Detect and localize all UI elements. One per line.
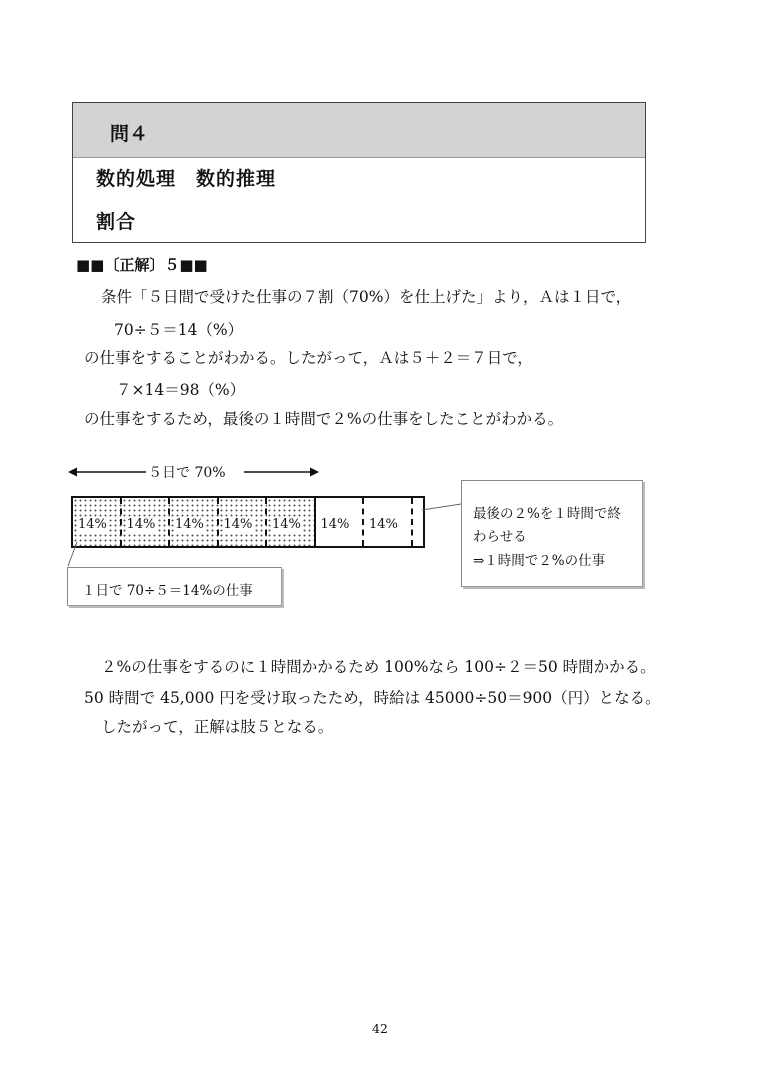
answer-heading: ■■〔正解〕５■■	[76, 256, 208, 274]
explanation-line-1: 条件「５日間で受けた仕事の７割（70%）を仕上げた」より，Ａは１日で，	[101, 288, 632, 306]
question-header-box	[72, 102, 646, 243]
segment-label: 14%	[175, 517, 204, 532]
question-subcategory: 割合	[96, 211, 137, 233]
explanation-formula-2: ７×14＝98（%）	[116, 381, 246, 399]
question-category: 数的処理 数的推理	[96, 168, 277, 190]
segment-label: 14%	[369, 517, 398, 532]
question-header-band	[73, 103, 645, 158]
final-hour-callout	[461, 480, 643, 587]
segment-label: 14%	[126, 517, 156, 532]
explanation-line-2: の仕事をすることがわかる。したがって，Ａは５＋２＝７日で，	[84, 349, 533, 367]
page-number: 42	[372, 1021, 388, 1036]
callout-line-3: ⇒１時間で２%の仕事	[473, 553, 606, 569]
arrow-label: ５日で 70%	[148, 465, 226, 481]
conclusion-line-1: ２%の仕事をするのに１時間かかるため 100%なら 100÷２＝50 時間かかる。	[101, 658, 656, 676]
daily-work-text: １日で 70÷５＝14%の仕事	[82, 583, 253, 599]
question-number: 問４	[110, 123, 149, 145]
explanation-line-3: の仕事をするため，最後の１時間で２%の仕事をしたことがわかる。	[84, 410, 564, 428]
segment-label: 14%	[272, 517, 301, 532]
conclusion-line-3: したがって，正解は肢５となる。	[101, 718, 334, 736]
callout-line-1: 最後の２%を１時間で終	[473, 506, 621, 522]
explanation-formula-1: 70÷５＝14（%）	[114, 321, 244, 339]
callout-line-2: わらせる	[473, 529, 527, 545]
callout-pointers	[60, 500, 470, 570]
daily-work-callout	[67, 567, 282, 606]
segment-label: 14%	[223, 517, 253, 532]
conclusion-line-2: 50 時間で 45,000 円を受け取ったため，時給は 45000÷50＝900（円）となる。	[84, 689, 661, 707]
segment-label: 14%	[78, 517, 107, 532]
segment-label: 14%	[320, 517, 350, 532]
